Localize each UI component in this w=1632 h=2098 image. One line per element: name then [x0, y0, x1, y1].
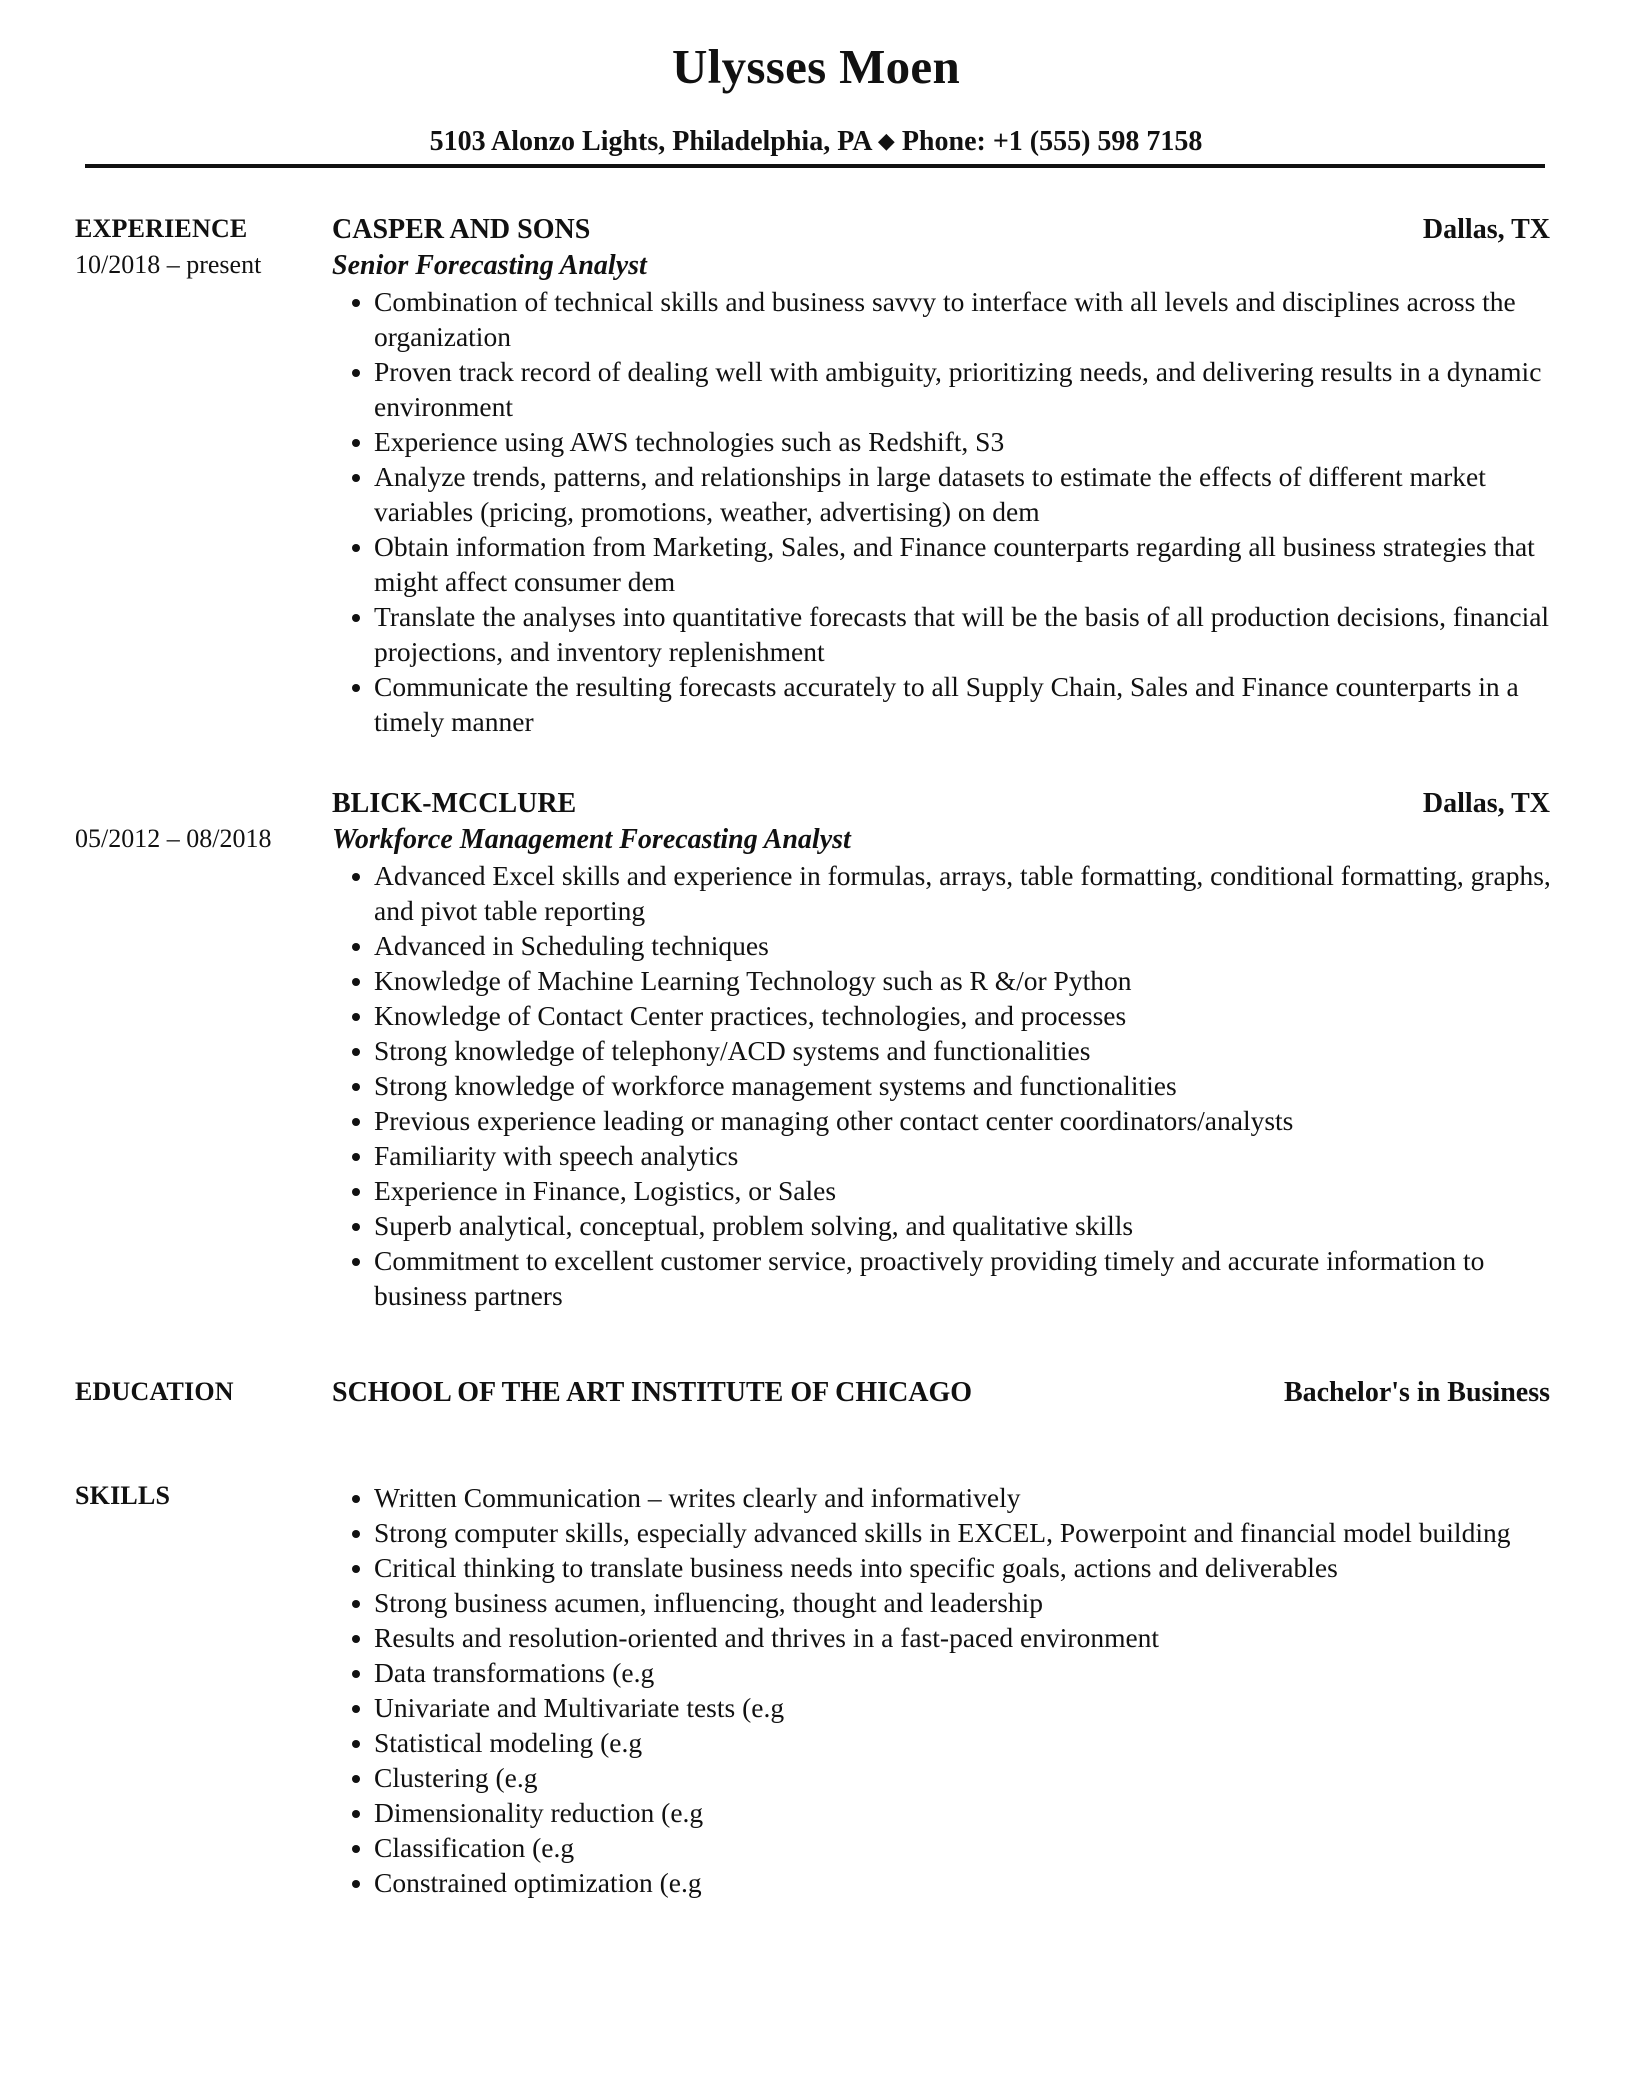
- list-item: Analyze trends, patterns, and relationships in large datasets to estimate the effects of different market variables (pricing, promotions, weather, advertising) on dem: [332, 459, 1557, 529]
- contact-line: [0, 126, 1632, 158]
- job-title: Workforce Management Forecasting Analyst: [332, 824, 851, 855]
- list-item: Results and resolution-oriented and thrives in a fast-paced environment: [332, 1620, 1557, 1655]
- list-item: Knowledge of Machine Learning Technology such as R &/or Python: [332, 963, 1557, 998]
- list-item: Univariate and Multivariate tests (e.g: [332, 1690, 1557, 1725]
- list-item: Clustering (e.g: [332, 1760, 1557, 1795]
- education-school: SCHOOL OF THE ART INSTITUTE OF CHICAGO: [332, 1377, 973, 1408]
- list-item: Data transformations (e.g: [332, 1655, 1557, 1690]
- job-bullets: [332, 284, 1557, 739]
- job-location: Dallas, TX: [1422, 788, 1550, 819]
- list-item: Critical thinking to translate business needs into specific goals, actions and deliverables: [332, 1550, 1557, 1585]
- list-item: Strong computer skills, especially advanced skills in EXCEL, Powerpoint and financial model building: [332, 1515, 1557, 1550]
- education-degree: Bachelor's in Business: [1283, 1377, 1550, 1408]
- list-item: Classification (e.g: [332, 1830, 1557, 1865]
- list-item: Advanced Excel skills and experience in formulas, arrays, table formatting, conditional formatting, graphs, and pivot table reporting: [332, 858, 1557, 928]
- phone: Phone: +1 (555) 598 7158: [901, 126, 1203, 157]
- list-item: Obtain information from Marketing, Sales, and Finance counterparts regarding all business strategies that might affect consumer dem: [332, 529, 1557, 599]
- list-item: Dimensionality reduction (e.g: [332, 1795, 1557, 1830]
- address: 5103 Alonzo Lights, Philadelphia, PA: [429, 126, 871, 157]
- list-item: Familiarity with speech analytics: [332, 1138, 1557, 1173]
- job-company: BLICK-MCCLURE: [332, 788, 577, 819]
- job-title: Senior Forecasting Analyst: [332, 250, 647, 281]
- list-item: Strong knowledge of telephony/ACD systems and functionalities: [332, 1033, 1557, 1068]
- header-divider: [85, 164, 1545, 168]
- candidate-name: Ulysses Moen: [671, 39, 961, 94]
- experience-heading: EXPERIENCE: [75, 214, 248, 243]
- list-item: Translate the analyses into quantitative forecasts that will be the basis of all production decisions, financial projections, and inventory replenishment: [332, 599, 1557, 669]
- list-item: Previous experience leading or managing other contact center coordinators/analysts: [332, 1103, 1557, 1138]
- list-item: Combination of technical skills and business savvy to interface with all levels and disciplines across the organization: [332, 284, 1557, 354]
- job-location: Dallas, TX: [1422, 214, 1550, 245]
- list-item: Written Communication – writes clearly and informatively: [332, 1480, 1557, 1515]
- education-heading: EDUCATION: [75, 1377, 234, 1406]
- list-item: Superb analytical, conceptual, problem solving, and qualitative skills: [332, 1208, 1557, 1243]
- list-item: Experience in Finance, Logistics, or Sales: [332, 1173, 1557, 1208]
- list-item: Communicate the resulting forecasts accurately to all Supply Chain, Sales and Finance counterparts in a timely manner: [332, 669, 1557, 739]
- diamond-separator-icon: ◆: [877, 128, 895, 153]
- list-item: Strong business acumen, influencing, thought and leadership: [332, 1585, 1557, 1620]
- list-item: Advanced in Scheduling techniques: [332, 928, 1557, 963]
- list-item: Commitment to excellent customer service, proactively providing timely and accurate information to business partners: [332, 1243, 1557, 1313]
- job-bullets: [332, 858, 1557, 1313]
- list-item: Constrained optimization (e.g: [332, 1865, 1557, 1900]
- job-company: CASPER AND SONS: [332, 214, 591, 245]
- job-dates: 10/2018 – present: [75, 250, 262, 279]
- list-item: Strong knowledge of workforce management systems and functionalities: [332, 1068, 1557, 1103]
- list-item: Proven track record of dealing well with ambiguity, prioritizing needs, and delivering results in a dynamic environment: [332, 354, 1557, 424]
- skills-list: [332, 1480, 1557, 1900]
- job-dates: 05/2012 – 08/2018: [75, 824, 272, 853]
- list-item: Experience using AWS technologies such as Redshift, S3: [332, 424, 1557, 459]
- list-item: Knowledge of Contact Center practices, technologies, and processes: [332, 998, 1557, 1033]
- skills-heading: SKILLS: [75, 1481, 171, 1510]
- list-item: Statistical modeling (e.g: [332, 1725, 1557, 1760]
